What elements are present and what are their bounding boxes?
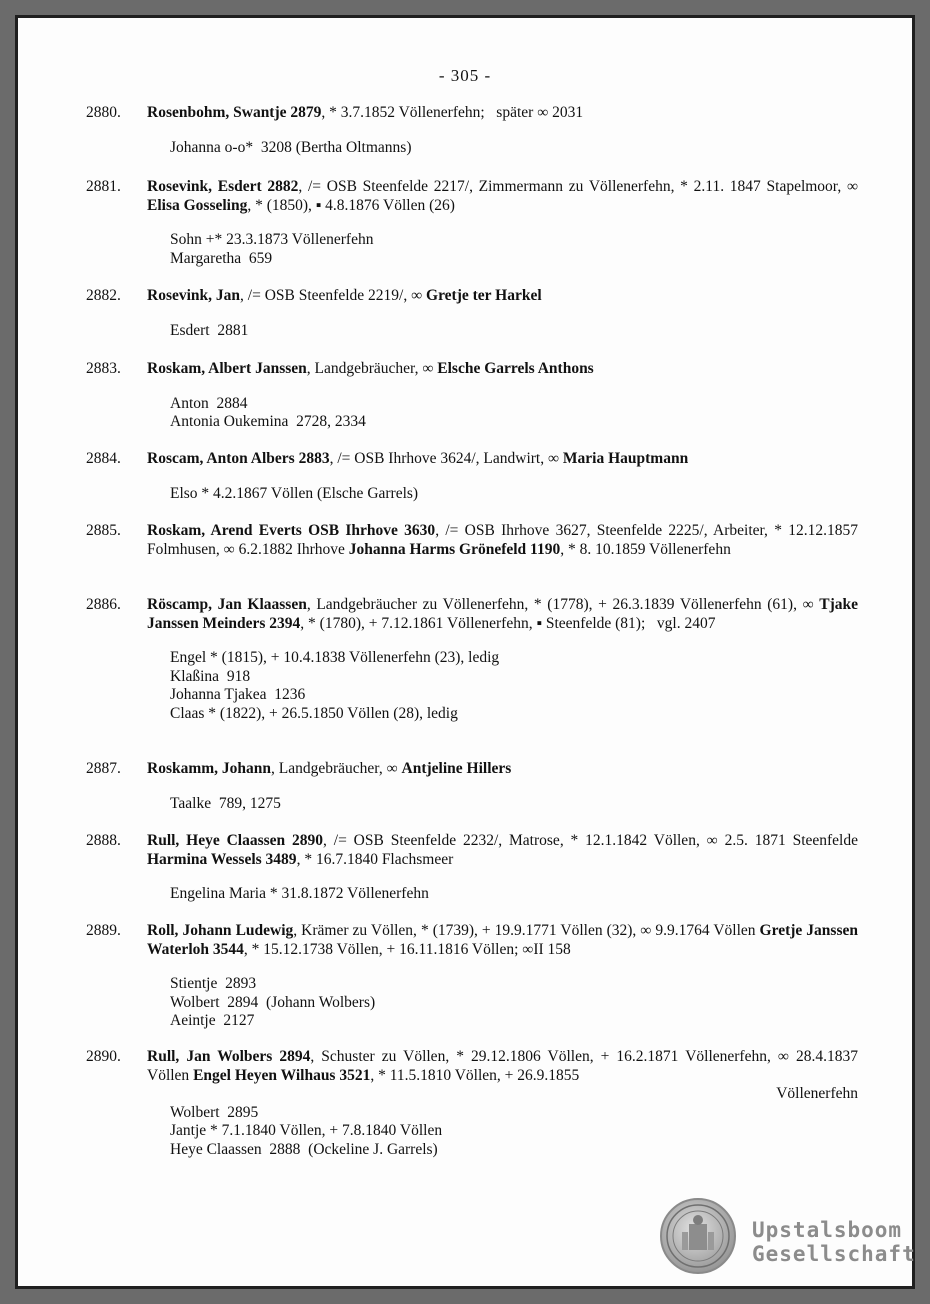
children-list xyxy=(170,795,858,814)
entry-text: Roskam, Albert Janssen, Landgebräucher, ∞ Elsche Garrels Anthons xyxy=(147,360,594,377)
child-item: Wolbert 2895 xyxy=(170,1103,259,1121)
entry xyxy=(86,178,858,268)
children-list xyxy=(170,485,858,504)
entry xyxy=(86,922,858,1031)
child-item: Jantje * 7.1.1840 Völlen, + 7.8.1840 Völlen xyxy=(170,1122,443,1139)
seal-logo xyxy=(660,1198,736,1274)
child-item: Anton 2884 xyxy=(170,394,248,412)
child-item: Engel * (1815), + 10.4.1838 Völlenerfehn (23), ledig xyxy=(170,649,500,666)
child-item: Engelina Maria * 31.8.1872 Völlenerfehn xyxy=(170,885,429,902)
entry-text: Roskamm, Johann, Landgebräucher, ∞ Antjeline Hillers xyxy=(147,760,512,777)
child-item: Margaretha 659 xyxy=(170,249,273,267)
child-item: Aeintje 2127 xyxy=(170,1012,255,1029)
child-item: Johanna Tjakea 1236 xyxy=(170,686,306,703)
entry xyxy=(86,596,858,723)
entry xyxy=(86,287,858,340)
brand-name xyxy=(752,1218,916,1266)
child-item: Taalke 789, 1275 xyxy=(170,794,281,812)
children-list xyxy=(170,649,858,723)
entry-number: 2888. xyxy=(86,832,121,849)
entry-number: 2883. xyxy=(86,360,121,377)
entry-number: 2889. xyxy=(86,922,121,939)
brand-line-2: Gesellschaft xyxy=(752,1242,916,1266)
entry xyxy=(86,104,858,157)
entry-text: Rull, Jan Wolbers 2894, Schuster zu Völlen, * 29.12.1806 Völlen, + 16.2.1871 Völlenerfehn, ∞ 28.4.1837 Völlen Engel Heyen Wilhaus 3521, * 11.5.1810 Völlen, + 26.9.1855 xyxy=(147,1048,858,1084)
entry-text: Roskam, Arend Everts OSB Ihrhove 3630, /= OSB Ihrhove 3627, Steenfelde 2225/, Arbeiter, * 12.12.1857 Folmhusen, ∞ 6.2.1882 Ihrhove Johanna Harms Grönefeld 1190, * 8. 10.1859 Völlenerfehn xyxy=(147,522,858,558)
child-item: Stientje 2893 xyxy=(170,975,257,992)
entry xyxy=(86,522,858,559)
entry-text: Roll, Johann Ludewig, Krämer zu Völlen, * (1739), + 19.9.1771 Völlen (32), ∞ 9.9.1764 Völlen Gretje Janssen Waterloh 3544, * 15.12.1738 Völlen, + 16.11.1816 Völlen; ∞II 158 xyxy=(147,922,858,958)
child-item: Johanna o-o* 3208 (Bertha Oltmanns) xyxy=(170,138,412,156)
children-list xyxy=(170,231,858,268)
entry-number: 2881. xyxy=(86,178,121,195)
children-list xyxy=(170,322,858,341)
children-list xyxy=(170,1104,858,1160)
entry-number: 2882. xyxy=(86,287,121,304)
child-item: Sohn +* 23.3.1873 Völlenerfehn xyxy=(170,231,374,248)
child-item: Claas * (1822), + 26.5.1850 Völlen (28), ledig xyxy=(170,704,458,722)
entry xyxy=(86,360,858,432)
child-item: Antonia Oukemina 2728, 2334 xyxy=(170,413,366,430)
children-list xyxy=(170,975,858,1031)
entry-text: Rull, Heye Claassen 2890, /= OSB Steenfelde 2232/, Matrose, * 12.1.1842 Völlen, ∞ 2.5. 1871 Steenfelde Harmina Wessels 3489, * 16.7.1840 Flachsmeer xyxy=(147,832,858,868)
entry-text: Rosenbohm, Swantje 2879, * 3.7.1852 Völlenerfehn; später ∞ 2031 xyxy=(147,104,584,121)
child-item: Wolbert 2894 (Johann Wolbers) xyxy=(170,993,376,1011)
seal-icon xyxy=(662,1200,734,1272)
child-item: Heye Claassen 2888 (Ockeline J. Garrels) xyxy=(170,1140,438,1158)
entry xyxy=(86,832,858,904)
entry-number: 2886. xyxy=(86,596,121,613)
entry xyxy=(86,760,858,813)
entry xyxy=(86,450,858,503)
entry xyxy=(86,1048,858,1159)
child-item: Elso * 4.2.1867 Völlen (Elsche Garrels) xyxy=(170,484,419,502)
children-list xyxy=(170,395,858,432)
entry-text: Röscamp, Jan Klaassen, Landgebräucher zu Völlenerfehn, * (1778), + 26.3.1839 Völlenerfehn (61), ∞ Tjake Janssen Meinders 2394, * (1780), + 7.12.1861 Völlenerfehn, ▪ Steenfelde (81); vgl. 2407 xyxy=(147,596,859,632)
entry-text: Rosevink, Jan, /= OSB Steenfelde 2219/, ∞ Gretje ter Harkel xyxy=(147,287,542,304)
entry-number: 2890. xyxy=(86,1048,121,1065)
brand-line-1: Upstalsboom xyxy=(752,1218,903,1242)
entry-number: 2884. xyxy=(86,450,121,467)
entry-text: Rosevink, Esdert 2882, /= OSB Steenfelde 2217/, Zimmermann zu Völlenerfehn, * 2.11. 1847 Stapelmoor, ∞ Elisa Gosseling, * (1850), ▪ 4.8.1876 Völlen (26) xyxy=(147,178,858,214)
children-list xyxy=(170,885,858,904)
child-item: Klaßina 918 xyxy=(170,667,251,685)
child-item: Esdert 2881 xyxy=(170,321,249,339)
entry-number: 2885. xyxy=(86,522,121,539)
children-list xyxy=(170,139,858,158)
entry-number: 2887. xyxy=(86,760,121,777)
entry-text-tail: Völlenerfehn xyxy=(776,1085,858,1102)
entry-text: Roscam, Anton Albers 2883, /= OSB Ihrhove 3624/, Landwirt, ∞ Maria Hauptmann xyxy=(147,450,689,467)
page-number: - 305 - xyxy=(438,66,492,85)
entry-number: 2880. xyxy=(86,104,121,121)
